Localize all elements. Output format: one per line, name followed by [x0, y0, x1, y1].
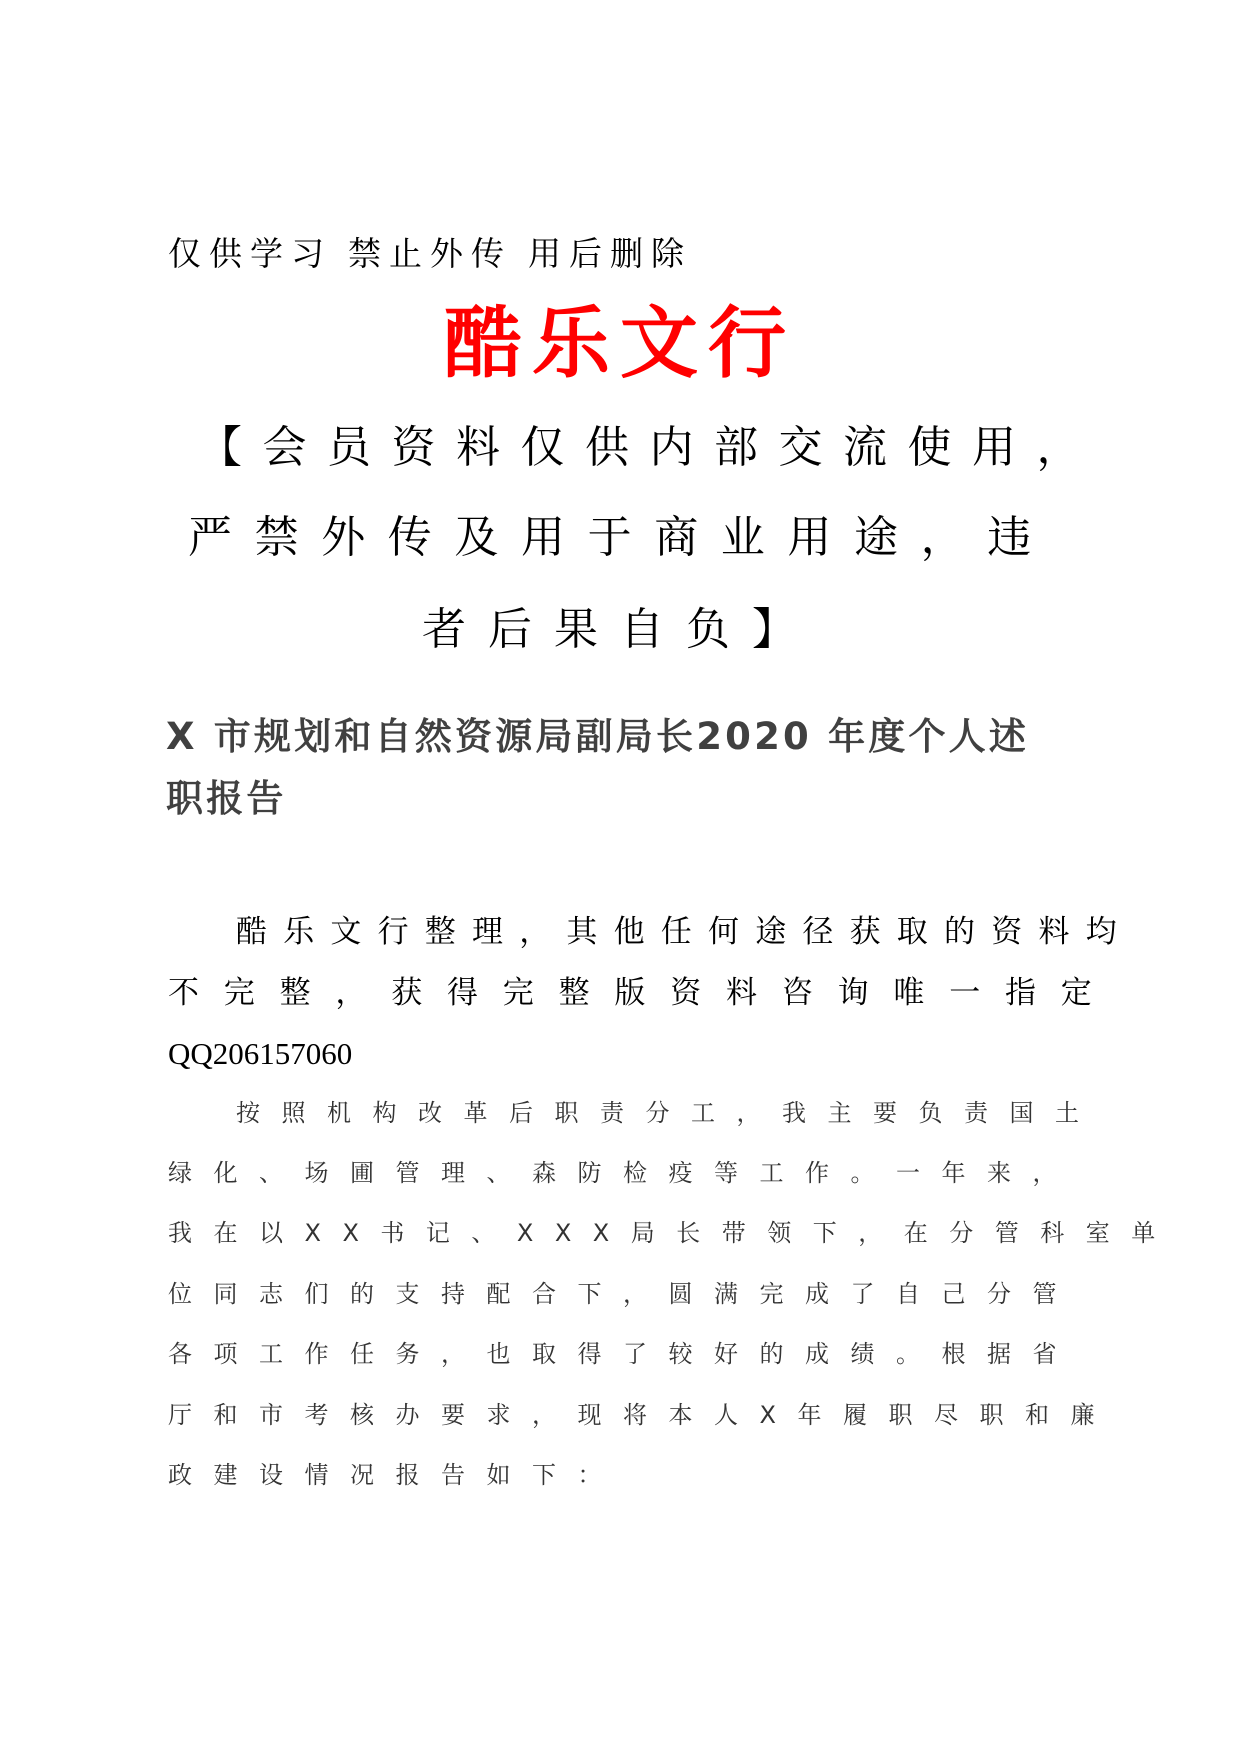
document-title-line-1: X 市规划和自然资源局副局长2020 年度个人述 [166, 715, 1030, 758]
body-paragraph-line-2: 绿化、场圃管理、森防检疫等工作。一年来， [168, 1159, 1078, 1187]
member-notice-line-3: 者后果自负】 [422, 604, 818, 655]
member-notice-line-2: 严禁外传及用于商业用途，违 [188, 512, 1054, 563]
body-paragraph-line-1: 按照机构改革后职责分工，我主要负责国土 [236, 1099, 1101, 1127]
document-title-line-2: 职报告 [166, 777, 287, 820]
notice-part-no-distribution: 禁止外传 [348, 234, 512, 273]
body-paragraph-line-6: 厅和市考核办要求，现将本人X年履职尽职和廉 [168, 1401, 1116, 1429]
notice-part-study-only: 仅供学习 [168, 234, 332, 273]
body-paragraph-line-4: 位同志们的支持配合下，圆满完成了自己分管 [168, 1280, 1078, 1308]
body-paragraph-line-3: 我在以XX书记、XXX局长带领下，在分管科室单 [168, 1219, 1177, 1247]
body-paragraph-line-7: 政建设情况报告如下： [168, 1461, 623, 1489]
body-paragraph-line-5: 各项工作任务，也取得了较好的成绩。根据省 [168, 1340, 1078, 1368]
member-notice-line-1: 【会员资料仅供内部交流使用， [198, 422, 1101, 473]
notice-part-delete-after-use: 用后删除 [528, 234, 692, 273]
source-note-line-1: 酷乐文行整理，其他任何途径获取的资料均 [236, 914, 1133, 949]
brand-title: 酷乐文行 [443, 299, 796, 389]
usage-notice [168, 232, 692, 276]
source-note-line-2: 不完整，获得完整版资料咨询唯一指定 [168, 975, 1117, 1010]
source-note-qq-number: QQ206157060 [168, 1036, 353, 1071]
